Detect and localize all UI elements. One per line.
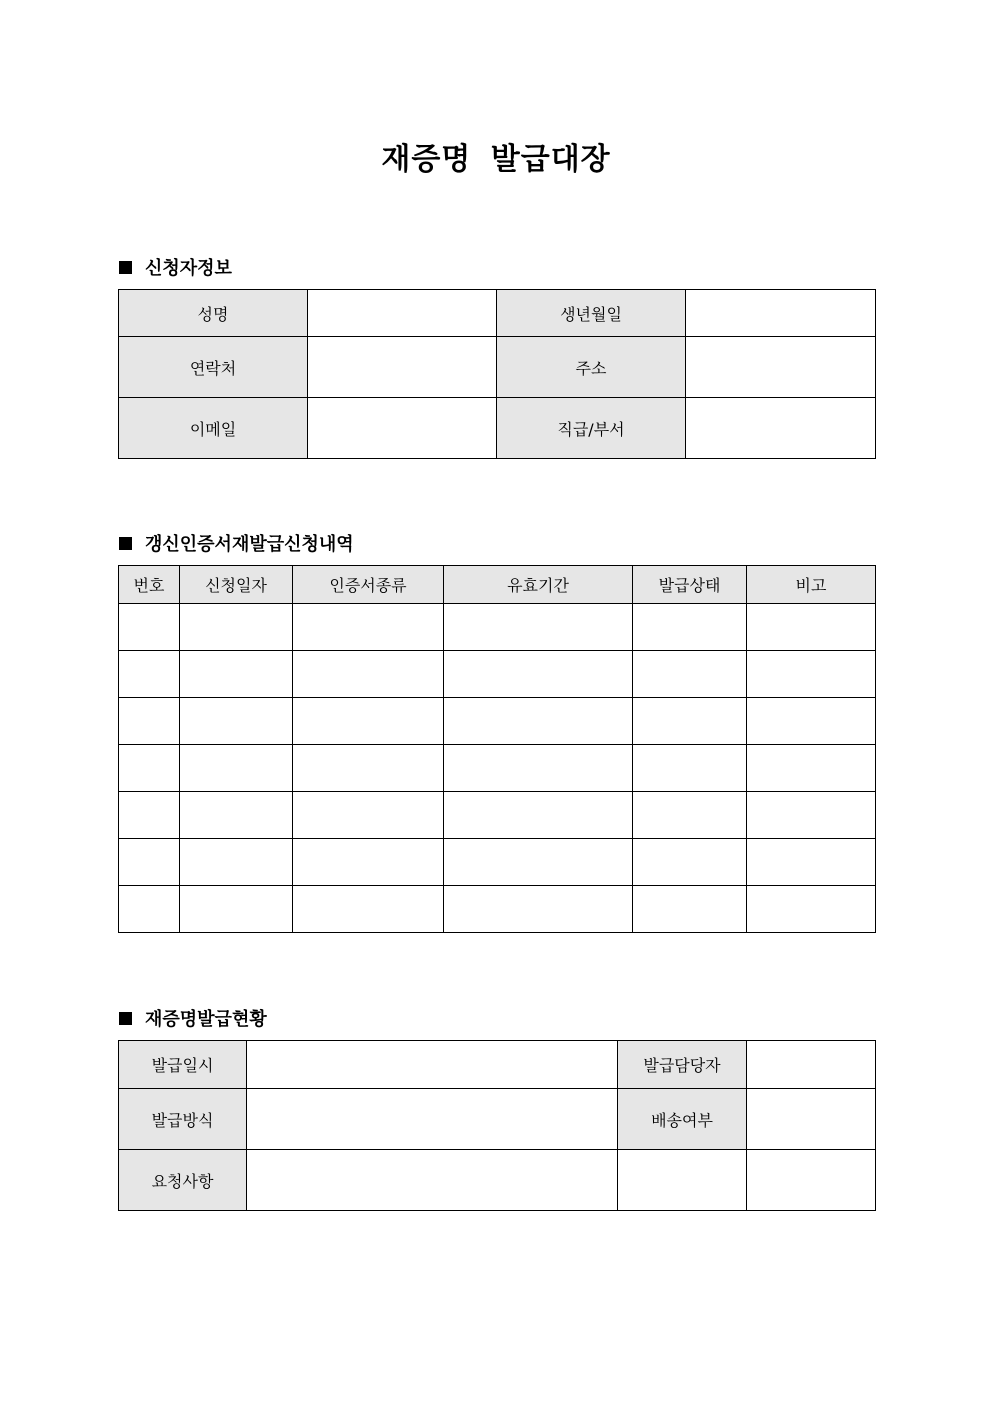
- table-cell[interactable]: [180, 839, 293, 886]
- name-label: 성명: [119, 290, 308, 337]
- table-cell[interactable]: [293, 839, 444, 886]
- table-cell[interactable]: [180, 886, 293, 933]
- applicant-section-heading: [119, 254, 232, 280]
- extra-field-1[interactable]: [618, 1150, 747, 1211]
- square-bullet-icon: [119, 1012, 132, 1025]
- position-label: 직급/부서: [497, 398, 686, 459]
- table-cell[interactable]: [747, 604, 876, 651]
- column-header-issue-status: 발급상태: [633, 566, 747, 604]
- table-cell[interactable]: [444, 792, 633, 839]
- address-field[interactable]: [686, 337, 876, 398]
- email-field[interactable]: [308, 398, 497, 459]
- table-row: [119, 604, 876, 651]
- table-cell[interactable]: [293, 792, 444, 839]
- issue-method-label: 발급방식: [119, 1089, 247, 1150]
- table-cell[interactable]: [293, 886, 444, 933]
- column-header-validity: 유효기간: [444, 566, 633, 604]
- birth-label: 생년월일: [497, 290, 686, 337]
- table-cell[interactable]: [180, 698, 293, 745]
- table-cell[interactable]: [444, 698, 633, 745]
- table-cell[interactable]: [293, 745, 444, 792]
- table-row: [119, 792, 876, 839]
- table-cell[interactable]: [747, 839, 876, 886]
- column-header-date: 신청일자: [180, 566, 293, 604]
- table-cell[interactable]: [444, 839, 633, 886]
- issue-datetime-field[interactable]: [247, 1041, 618, 1089]
- table-cell[interactable]: [119, 745, 180, 792]
- table-row: [119, 698, 876, 745]
- column-header-number: 번호: [119, 566, 180, 604]
- column-header-remarks: 비고: [747, 566, 876, 604]
- square-bullet-icon: [119, 537, 132, 550]
- table-row: [119, 839, 876, 886]
- requests-field[interactable]: [247, 1150, 618, 1211]
- applicant-info-table: [118, 289, 876, 459]
- contact-field[interactable]: [308, 337, 497, 398]
- table-cell[interactable]: [633, 745, 747, 792]
- table-cell[interactable]: [180, 745, 293, 792]
- table-cell[interactable]: [633, 886, 747, 933]
- issue-datetime-label: 발급일시: [119, 1041, 247, 1089]
- table-cell[interactable]: [293, 604, 444, 651]
- table-cell[interactable]: [119, 651, 180, 698]
- document-title: 재증명 발급대장: [381, 142, 611, 177]
- issue-method-field[interactable]: [247, 1089, 618, 1150]
- history-section-heading: [119, 530, 354, 556]
- table-cell[interactable]: [633, 839, 747, 886]
- table-cell[interactable]: [633, 698, 747, 745]
- table-cell[interactable]: [444, 604, 633, 651]
- table-cell[interactable]: [444, 745, 633, 792]
- table-cell[interactable]: [633, 651, 747, 698]
- status-section-title: 재증명발급현황: [145, 1009, 267, 1030]
- square-bullet-icon: [119, 261, 132, 274]
- table-cell[interactable]: [444, 886, 633, 933]
- delivery-label: 배송여부: [618, 1089, 747, 1150]
- table-cell[interactable]: [293, 698, 444, 745]
- table-cell[interactable]: [293, 651, 444, 698]
- column-header-cert-type: 인증서종류: [293, 566, 444, 604]
- table-cell[interactable]: [119, 604, 180, 651]
- status-section-heading: [119, 1005, 267, 1031]
- table-cell[interactable]: [747, 651, 876, 698]
- issuer-label: 발급담당자: [618, 1041, 747, 1089]
- delivery-field[interactable]: [747, 1089, 876, 1150]
- email-label: 이메일: [119, 398, 308, 459]
- table-cell[interactable]: [119, 886, 180, 933]
- requests-label: 요청사항: [119, 1150, 247, 1211]
- issuer-field[interactable]: [747, 1041, 876, 1089]
- table-cell[interactable]: [633, 604, 747, 651]
- table-cell[interactable]: [180, 651, 293, 698]
- address-label: 주소: [497, 337, 686, 398]
- table-cell[interactable]: [747, 886, 876, 933]
- table-cell[interactable]: [180, 792, 293, 839]
- applicant-section-title: 신청자정보: [145, 258, 232, 279]
- issue-status-table: [118, 1040, 876, 1211]
- name-field[interactable]: [308, 290, 497, 337]
- table-cell[interactable]: [119, 792, 180, 839]
- extra-field-2[interactable]: [747, 1150, 876, 1211]
- table-cell[interactable]: [747, 792, 876, 839]
- table-cell[interactable]: [180, 604, 293, 651]
- position-field[interactable]: [686, 398, 876, 459]
- table-row: [119, 886, 876, 933]
- history-header-row: [119, 566, 876, 604]
- table-cell[interactable]: [444, 651, 633, 698]
- table-cell[interactable]: [747, 745, 876, 792]
- contact-label: 연락처: [119, 337, 308, 398]
- history-table: [118, 565, 876, 933]
- table-row: [119, 651, 876, 698]
- history-section-title: 갱신인증서재발급신청내역: [145, 534, 354, 555]
- birth-field[interactable]: [686, 290, 876, 337]
- table-cell[interactable]: [633, 792, 747, 839]
- table-cell[interactable]: [119, 698, 180, 745]
- table-cell[interactable]: [747, 698, 876, 745]
- table-cell[interactable]: [119, 839, 180, 886]
- table-row: [119, 745, 876, 792]
